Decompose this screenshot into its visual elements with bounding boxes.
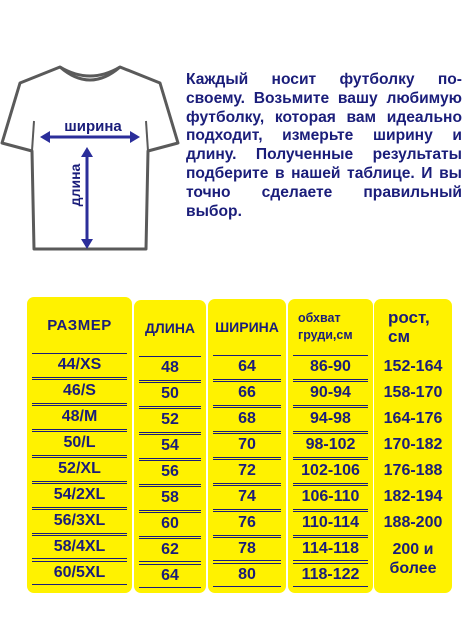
intro-paragraph: Каждый носит футболку по-своему. Возьмите вашу любимую футболку, которая вам идеально подходит, измерьте ширину и длину. Полученные результаты подберите в нашей таблице. И вы точно сделаете правильный выбор. (186, 71, 462, 220)
chest-cell: 98-102 (293, 433, 368, 458)
length-cell: 60 (139, 512, 201, 537)
chest-header: обхват груди,см (298, 311, 353, 342)
size-cell: 60/5XL (32, 561, 127, 586)
height-cell: 158-170 (383, 384, 443, 402)
width-label: ширина (64, 118, 122, 135)
size-cell: 56/3XL (32, 509, 127, 534)
height-cell: 152-164 (383, 358, 443, 376)
size-cell: 46/S (32, 379, 127, 404)
chest-cell: 94-98 (293, 407, 368, 432)
width-cell: 76 (213, 511, 281, 536)
tshirt-illustration (0, 55, 180, 275)
chest-cell: 102-106 (293, 459, 368, 484)
size-cell: 44/XS (32, 353, 127, 378)
chest-cell: 106-110 (293, 485, 368, 510)
size-cell: 58/4XL (32, 535, 127, 560)
width-cell: 66 (213, 381, 281, 406)
length-cell: 54 (139, 434, 201, 459)
chest-cell: 114-118 (293, 537, 368, 562)
chest-cell: 118-122 (293, 563, 368, 588)
width-cell: 78 (213, 537, 281, 562)
width-column (208, 299, 286, 593)
length-cell: 56 (139, 460, 201, 485)
size-cell: 52/XL (32, 457, 127, 482)
length-cell: 58 (139, 486, 201, 511)
length-cell: 50 (139, 382, 201, 407)
width-cell: 80 (213, 563, 281, 588)
length-cell: 52 (139, 408, 201, 433)
length-label: длина (67, 163, 83, 207)
width-cell: 74 (213, 485, 281, 510)
height-cell: 188-200 (383, 514, 443, 532)
chest-column (288, 299, 373, 593)
length-cell: 64 (139, 564, 201, 589)
width-header: ШИРИНА (215, 319, 279, 335)
size-cell: 54/2XL (32, 483, 127, 508)
width-cell: 70 (213, 433, 281, 458)
length-header: ДЛИНА (144, 320, 196, 336)
chest-cell: 110-114 (293, 511, 368, 536)
height-cell: 200 и более (389, 540, 437, 577)
height-cell: 170-182 (383, 436, 443, 454)
height-cell: 164-176 (383, 410, 443, 428)
width-cell: 64 (213, 355, 281, 380)
length-column (134, 300, 206, 593)
height-cell: 182-194 (383, 488, 443, 506)
height-cell: 176-188 (383, 462, 443, 480)
size-header: РАЗМЕР (47, 316, 112, 334)
chest-cell: 86-90 (293, 355, 368, 380)
width-cell: 72 (213, 459, 281, 484)
tshirt-outline (2, 67, 178, 249)
chest-cell: 90-94 (293, 381, 368, 406)
length-cell: 48 (139, 356, 201, 381)
size-cell: 50/L (32, 431, 127, 456)
width-cell: 68 (213, 407, 281, 432)
size-column (27, 297, 132, 593)
height-header: рост, см (388, 308, 430, 346)
length-cell: 62 (139, 538, 201, 563)
size-cell: 48/M (32, 405, 127, 430)
height-column (374, 299, 452, 593)
